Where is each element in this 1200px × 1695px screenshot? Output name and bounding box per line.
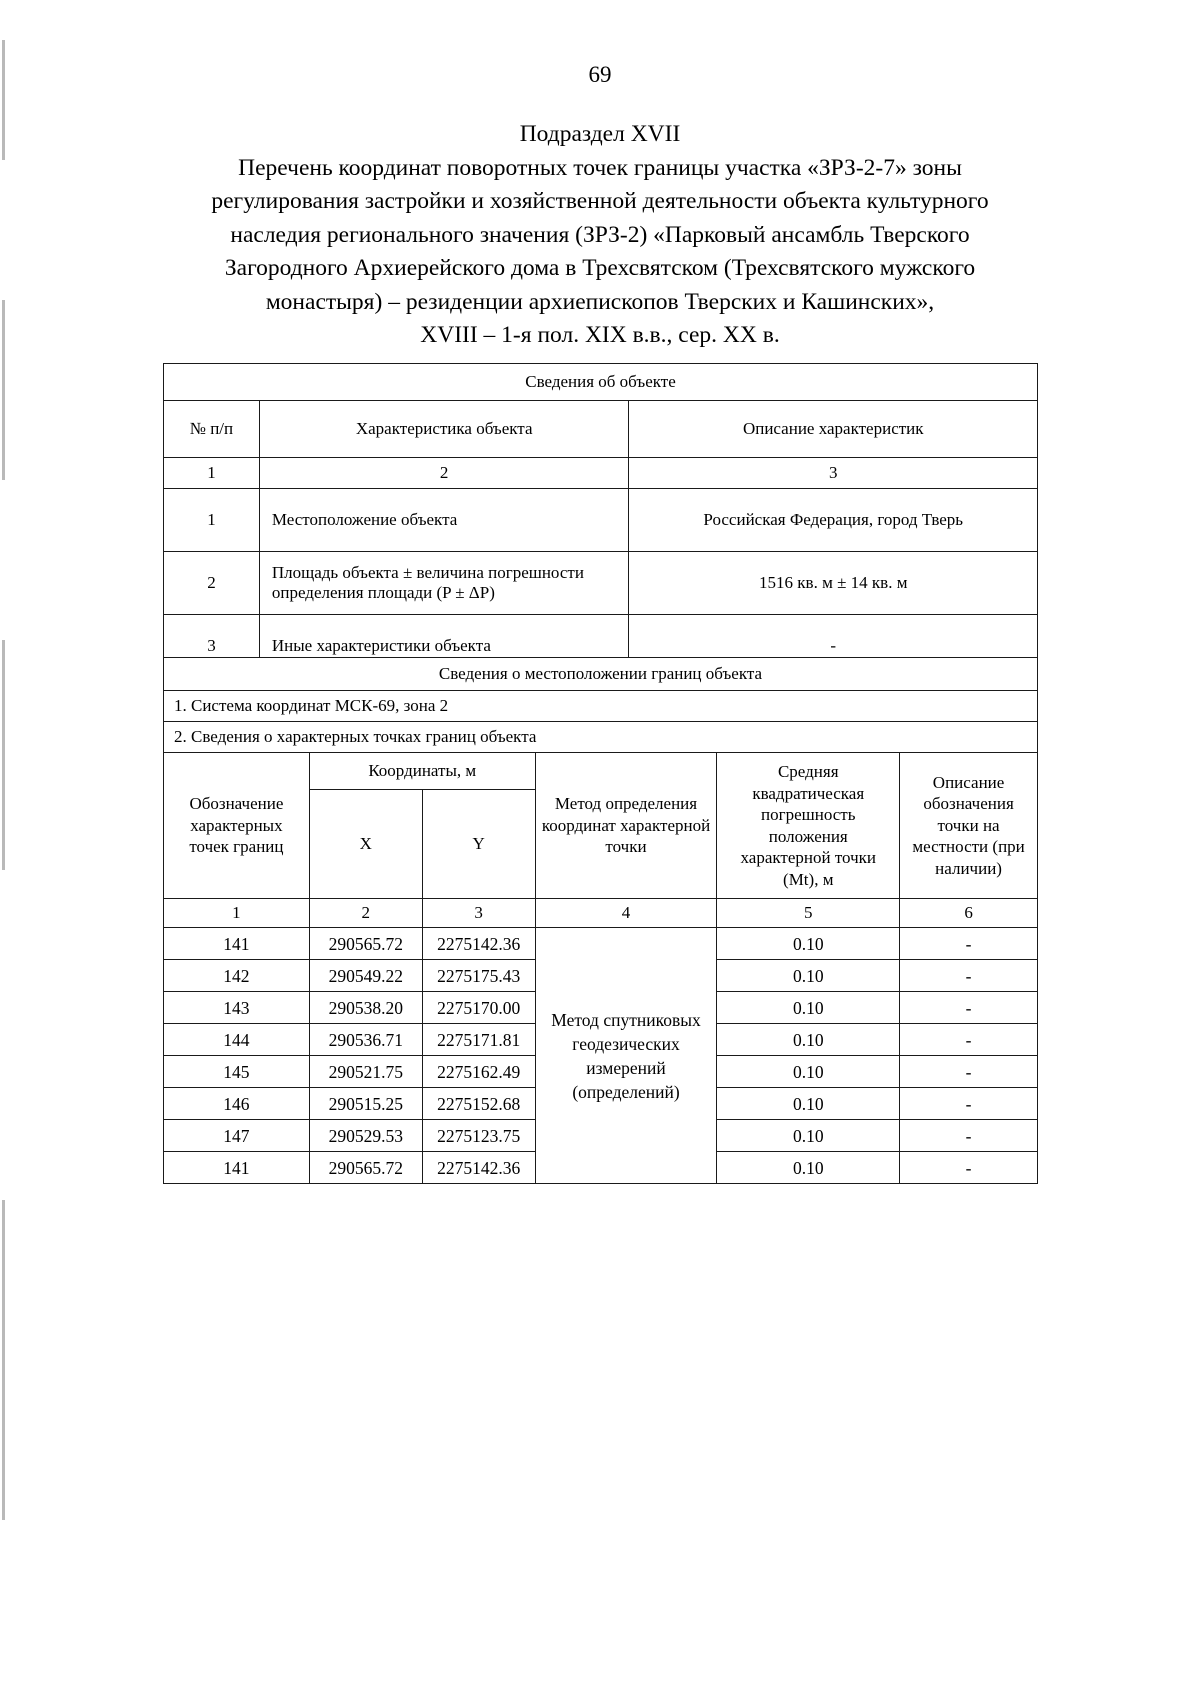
point-y: 2275170.00 (422, 992, 535, 1024)
title-line-6: XVIII – 1-я пол. XIX в.в., сер. XX в. (420, 322, 780, 348)
table-row (164, 364, 1038, 401)
page-number: 69 (588, 62, 612, 87)
point-y: 2275152.68 (422, 1088, 535, 1120)
point-mt: 0.10 (717, 928, 900, 960)
point-mt: 0.10 (717, 1120, 900, 1152)
point-description: - (900, 1152, 1038, 1184)
point-designation: 143 (164, 992, 310, 1024)
point-mt: 0.10 (717, 1088, 900, 1120)
border-header-point-label: Обозначение характерных точек границ (164, 753, 310, 899)
border-note-2: 2. Сведения о характерных точках границ объекта (164, 722, 1038, 753)
table-row (164, 458, 1038, 489)
object-row-description: Российская Федерация, город Тверь (629, 489, 1038, 552)
border-header-method: Метод определения координат характерной точки (535, 753, 717, 899)
border-note-1: 1. Система координат МСК-69, зона 2 (164, 691, 1038, 722)
point-designation: 145 (164, 1056, 310, 1088)
point-description: - (900, 960, 1038, 992)
table-row (164, 722, 1038, 753)
point-description: - (900, 928, 1038, 960)
point-mt: 0.10 (717, 1024, 900, 1056)
table-row (164, 899, 1038, 928)
title-line-1: Перечень координат поворотных точек границы участка «ЗРЗ-2-7» зоны (238, 154, 962, 181)
object-row-characteristic: Площадь объекта ± величина погрешности определения площади (P ± ΔP) (259, 552, 629, 615)
point-y: 2275162.49 (422, 1056, 535, 1088)
object-row-no: 3 (164, 615, 260, 678)
point-mt: 0.10 (717, 1152, 900, 1184)
object-header-no: № п/п (164, 401, 260, 458)
point-x: 290515.25 (309, 1088, 422, 1120)
point-description: - (900, 992, 1038, 1024)
coordinate-method-value: Метод спутниковых геодезических измерений (определений) (535, 928, 717, 1184)
table-row (164, 658, 1038, 691)
point-mt: 0.10 (717, 960, 900, 992)
point-description: - (900, 1024, 1038, 1056)
border-table-banner: Сведения о местоположении границ объекта (164, 658, 1038, 691)
point-description: - (900, 1088, 1038, 1120)
table-row (164, 489, 1038, 552)
point-x: 290536.71 (309, 1024, 422, 1056)
title-line-3: наследия регионального значения (ЗРЗ-2) «Парковый ансамбль Тверского (230, 221, 970, 248)
table-row (164, 691, 1038, 722)
border-colnum-1: 1 (164, 899, 310, 928)
point-mt: 0.10 (717, 1056, 900, 1088)
point-y: 2275175.43 (422, 960, 535, 992)
object-header-description: Описание характеристик (629, 401, 1038, 458)
object-table-banner: Сведения об объекте (164, 364, 1038, 401)
subsection-heading: Подраздел XVII (519, 121, 681, 147)
title-line-5: монастыря) – резиденции архиепископов Тверских и Кашинских», (265, 288, 935, 315)
point-x: 290565.72 (309, 928, 422, 960)
border-header-description: Описание обозначения точки на местности (при наличии) (900, 753, 1038, 899)
point-x: 290538.20 (309, 992, 422, 1024)
page-title-block (150, 118, 1050, 353)
object-row-description: 1516 кв. м ± 14 кв. м (629, 552, 1038, 615)
border-header-x: X (309, 790, 422, 899)
object-colnum-1: 1 (164, 458, 260, 489)
point-description: - (900, 1056, 1038, 1088)
table-row (164, 753, 1038, 790)
point-x: 290549.22 (309, 960, 422, 992)
table-row (164, 552, 1038, 615)
point-x: 290521.75 (309, 1056, 422, 1088)
point-y: 2275142.36 (422, 928, 535, 960)
point-designation: 146 (164, 1088, 310, 1120)
point-designation: 141 (164, 1152, 310, 1184)
point-y: 2275142.36 (422, 1152, 535, 1184)
object-colnum-2: 2 (259, 458, 629, 489)
object-colnum-3: 3 (629, 458, 1038, 489)
point-y: 2275171.81 (422, 1024, 535, 1056)
border-colnum-4: 4 (535, 899, 717, 928)
point-description: - (900, 1120, 1038, 1152)
title-line-4: Загородного Архиерейского дома в Трехсвятском (Трехсвятского мужского (224, 255, 976, 281)
point-designation: 144 (164, 1024, 310, 1056)
point-x: 290529.53 (309, 1120, 422, 1152)
title-line-2: регулирования застройки и хозяйственной деятельности объекта культурного (211, 188, 989, 214)
border-header-y: Y (422, 790, 535, 899)
point-designation: 141 (164, 928, 310, 960)
table-row (164, 401, 1038, 458)
scan-artifact (2, 1200, 5, 1520)
scan-artifact (2, 300, 5, 480)
point-designation: 147 (164, 1120, 310, 1152)
object-header-characteristic: Характеристика объекта (259, 401, 629, 458)
border-colnum-6: 6 (900, 899, 1038, 928)
object-row-characteristic: Местоположение объекта (259, 489, 629, 552)
table-row (164, 928, 1038, 960)
object-row-no: 2 (164, 552, 260, 615)
point-y: 2275123.75 (422, 1120, 535, 1152)
object-row-no: 1 (164, 489, 260, 552)
object-row-description: - (629, 615, 1038, 678)
border-colnum-5: 5 (717, 899, 900, 928)
border-header-rmse: Средняя квадратическая погрешность положения характерной точки (Mt), м (717, 753, 900, 899)
border-colnum-3: 3 (422, 899, 535, 928)
point-x: 290565.72 (309, 1152, 422, 1184)
object-info-table (163, 363, 1038, 678)
border-header-coordinates-group: Координаты, м (309, 753, 535, 790)
border-info-table (163, 657, 1038, 1184)
point-mt: 0.10 (717, 992, 900, 1024)
object-row-characteristic: Иные характеристики объекта (259, 615, 629, 678)
point-designation: 142 (164, 960, 310, 992)
scan-artifact (2, 40, 5, 160)
border-colnum-2: 2 (309, 899, 422, 928)
scan-artifact (2, 640, 5, 870)
